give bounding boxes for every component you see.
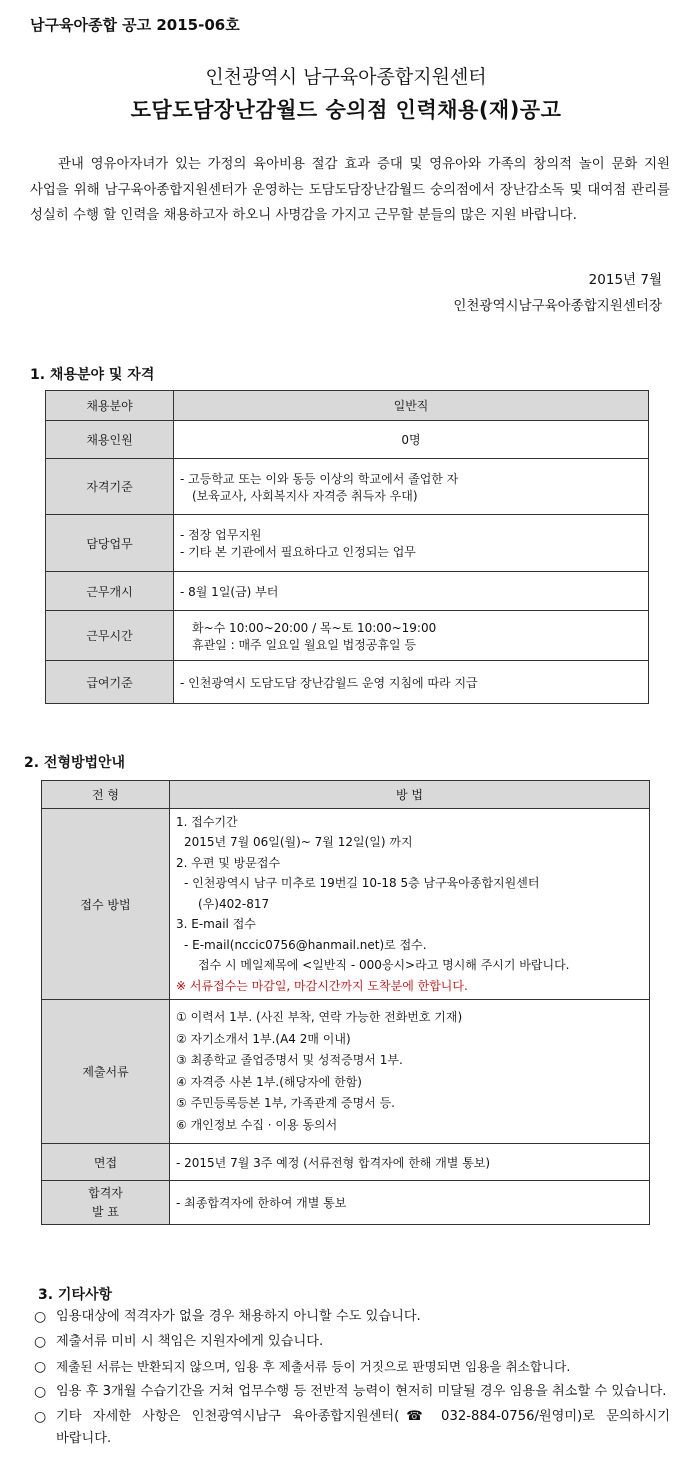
table-row <box>46 611 649 661</box>
row-label: 급여기준 <box>46 661 174 704</box>
circle-bullet-icon: ○ <box>34 1359 47 1375</box>
list-item-text: 제출된 서류는 반환되지 않으며, 임용 후 제출서류 등이 거짓으로 판명되면 임용을 취소합니다. <box>56 1359 571 1374</box>
value-line: 휴관일 : 매주 일요일 월요일 법정공휴일 등 <box>192 637 416 652</box>
list-item <box>34 1406 670 1450</box>
row-value <box>170 1144 650 1181</box>
value-line: - 점장 업무지원 <box>180 528 262 542</box>
row-value <box>170 1000 650 1144</box>
value-line: ③ 최종학교 졸업증명서 및 성적증명서 1부. <box>176 1053 403 1067</box>
table-row <box>42 1144 650 1181</box>
recruitment-table <box>45 390 649 704</box>
row-label: 채용인원 <box>46 421 174 459</box>
row-value <box>174 611 649 661</box>
value-line: 접수 시 메일제목에 <일반직 - 000응시>라고 명시해 주시기 바랍니다. <box>198 958 570 973</box>
value-line: ② 자기소개서 1부.(A4 2매 이내) <box>176 1031 351 1046</box>
table-row <box>42 1000 650 1144</box>
value-line: ① 이력서 1부. (사진 부착, 연락 가능한 전화번호 기재) <box>176 1010 463 1024</box>
circle-bullet-icon: ○ <box>34 1384 47 1400</box>
issuing-organization: 인천광역시남구육아종합지원센터장 <box>453 298 662 314</box>
row-label: 담당업무 <box>46 515 174 572</box>
circle-bullet-icon: ○ <box>34 1334 47 1350</box>
value-line: - 기타 본 기관에서 필요하다고 인정되는 업무 <box>180 545 416 559</box>
header-field: 채용분야 <box>46 391 174 421</box>
table-header-row <box>46 391 649 421</box>
intro-paragraph: 관내 영유아자녀가 있는 가정의 육아비용 절감 효과 증대 및 영유아와 가족의 창의적 놀이 문화 지원 사업을 위해 남구육아종합지원센터가 운영하는 도담도담장난감월드 숭의점에서 장난감소독 및 대여점 관리를 성실히 수행 할 인력을 채용하고자 하오니 사명감을 가지고 근무할 분들의 많은 지원 바랍니다. <box>30 157 670 223</box>
list-item <box>34 1331 670 1353</box>
label-line: 합격자 <box>88 1185 123 1200</box>
row-value <box>174 515 649 572</box>
table-row <box>46 661 649 704</box>
value-line: ⑤ 주민등록등본 1부, 가족관계 증명서 등. <box>176 1096 395 1110</box>
row-value <box>174 661 649 704</box>
section2-title: 2. 전형방법안내 <box>24 755 126 771</box>
list-item-text: 기타 자세한 사항은 인천광역시남구 육아종합지원센터(☎ 032-884-0756/원영미)로 문의하시기 바랍니다. <box>56 1409 670 1446</box>
value-line: 1. 접수기간 <box>176 814 238 829</box>
page-subtitle: 인천광역시 남구육아종합지원센터 <box>205 66 487 88</box>
list-item <box>34 1381 670 1403</box>
header-col1: 전 형 <box>42 781 170 809</box>
list-item-text: 제출서류 미비 시 책임은 지원자에게 있습니다. <box>56 1334 324 1349</box>
notice-number: 남구육아종합 공고 2015-06호 <box>30 16 240 34</box>
row-value <box>174 572 649 611</box>
value-line: - 8월 1일(금) 부터 <box>180 584 279 599</box>
deadline-note: ※ 서류접수는 마감일, 마감시간까지 도착분에 한합니다. <box>176 978 468 993</box>
value-line: - 인천광역시 남구 미추로 19번길 10-18 5층 남구육아종합지원센터 <box>184 876 540 891</box>
row-label: 접수 방법 <box>42 809 170 1000</box>
section3-title: 3. 기타사항 <box>38 1287 113 1303</box>
value-line: 화~수 10:00~20:00 / 목~토 10:00~19:00 <box>192 620 437 635</box>
value-line: 0명 <box>401 433 421 447</box>
row-label: 근무시간 <box>46 611 174 661</box>
row-label: 면접 <box>42 1144 170 1181</box>
table-row <box>46 515 649 572</box>
value-line: (우)402-817 <box>198 896 270 911</box>
label-line: 발 표 <box>92 1204 119 1219</box>
table-row <box>46 421 649 459</box>
value-line: 2015년 7월 06일(월)~ 7월 12일(일) 까지 <box>184 835 413 850</box>
value-line: - 인천광역시 도담도담 장난감월드 운영 지침에 따라 지급 <box>180 675 478 690</box>
list-item-text: 임용 후 3개월 수습기간을 거쳐 업무수행 등 전반적 능력이 현저히 미달될 경우 임용을 취소할 수 있습니다. <box>56 1384 667 1399</box>
circle-bullet-icon: ○ <box>34 1409 47 1425</box>
circle-bullet-icon: ○ <box>34 1309 47 1325</box>
row-value <box>170 1181 650 1225</box>
row-label: 근무개시 <box>46 572 174 611</box>
table-row <box>42 809 650 1000</box>
row-label: 자격기준 <box>46 459 174 515</box>
list-item <box>34 1356 670 1378</box>
notice-date: 2015년 7월 <box>588 272 662 288</box>
other-notes-list <box>34 1306 670 1453</box>
list-item <box>34 1306 670 1328</box>
row-label <box>42 1181 170 1225</box>
value-line: - 최종합격자에 한하여 개별 통보 <box>176 1196 347 1210</box>
value-line: - E-mail(nccic0756@hanmail.net)로 접수. <box>184 937 427 952</box>
value-line: (보육교사, 사회복지사 자격증 취득자 우대) <box>192 488 418 503</box>
row-value <box>174 421 649 459</box>
header-col2: 방 법 <box>170 781 650 809</box>
value-line: - 2015년 7월 3주 예정 (서류전형 합격자에 한해 개별 통보) <box>176 1155 491 1170</box>
section1-title: 1. 채용분야 및 자격 <box>30 367 155 383</box>
value-line: ⑥ 개인정보 수집 · 이용 동의서 <box>176 1117 338 1132</box>
row-label: 제출서류 <box>42 1000 170 1144</box>
row-value <box>170 809 650 1000</box>
value-line: 2. 우편 및 방문접수 <box>176 855 281 870</box>
value-line: - 고등학교 또는 이와 동등 이상의 학교에서 졸업한 자 <box>180 471 459 486</box>
table-row <box>42 1181 650 1225</box>
selection-method-table <box>41 780 650 1225</box>
table-row <box>46 459 649 515</box>
row-value <box>174 459 649 515</box>
page-title: 도담도담장난감월드 숭의점 인력채용(재)공고 <box>130 98 562 122</box>
value-line: 3. E-mail 접수 <box>176 917 256 932</box>
table-row <box>46 572 649 611</box>
header-value: 일반직 <box>174 391 649 421</box>
table-header-row <box>42 781 650 809</box>
list-item-text: 임용대상에 적격자가 없을 경우 채용하지 아니할 수도 있습니다. <box>56 1309 421 1324</box>
value-line: ④ 자격증 사본 1부.(해당자에 한함) <box>176 1074 362 1089</box>
